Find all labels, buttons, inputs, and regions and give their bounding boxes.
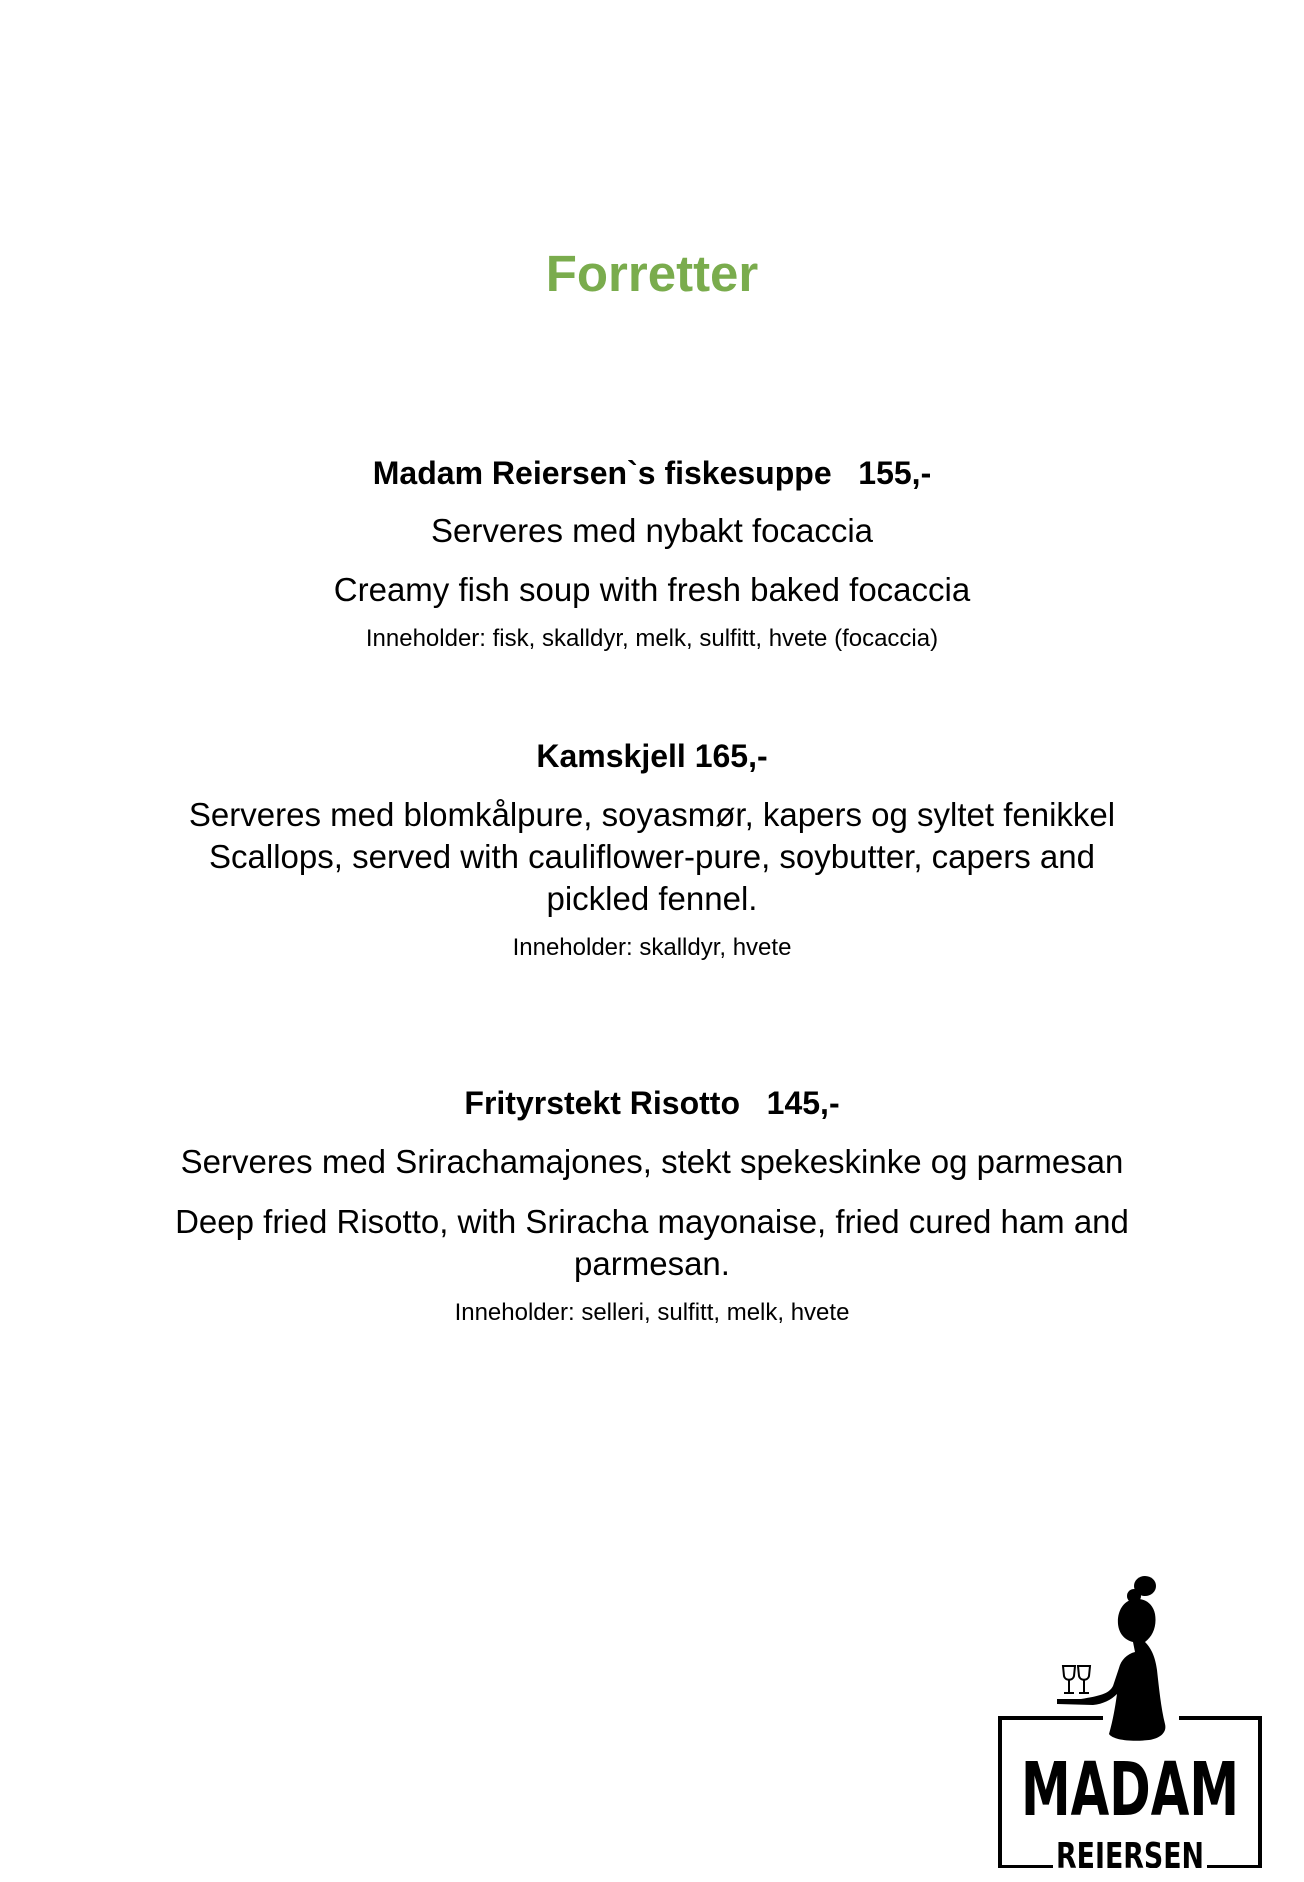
item-description-no: Serveres med blomkålpure, soyasmør, kapers og syltet fenikkel xyxy=(188,796,1116,833)
wine-glass-icon xyxy=(1078,1666,1090,1693)
menu-item-kamskjell xyxy=(170,736,1134,964)
menu-item-risotto xyxy=(170,1083,1134,1329)
item-heading xyxy=(170,1083,1134,1123)
item-description-en: Creamy fish soup with fresh baked focaccia xyxy=(333,571,971,608)
logo-text-reiersen: REIERSEN xyxy=(1056,1836,1204,1868)
item-allergens: Inneholder: skalldyr, hvete xyxy=(512,934,792,961)
item-price: 145,- xyxy=(766,1085,840,1121)
item-allergens: Inneholder: fisk, skalldyr, melk, sulfitt, hvete (focaccia) xyxy=(365,625,939,652)
logo-text-madam: MADAM xyxy=(1021,1747,1239,1833)
item-heading xyxy=(170,453,1134,493)
item-description-no: Serveres med Srirachamajones, stekt spekeskinke og parmesan xyxy=(180,1143,1124,1180)
item-price: 165,- xyxy=(694,738,768,774)
item-allergens: Inneholder: selleri, sulfitt, melk, hvete xyxy=(454,1299,850,1326)
item-heading xyxy=(170,736,1134,776)
item-price: 155,- xyxy=(858,455,932,491)
item-name: Madam Reiersen`s fiskesuppe xyxy=(372,455,832,491)
item-description-en: Deep fried Risotto, with Sriracha mayonaise, fried cured ham and parmesan. xyxy=(175,1203,1129,1282)
item-name: Kamskjell xyxy=(536,738,686,774)
item-name: Frityrstekt Risotto xyxy=(464,1085,740,1121)
restaurant-logo xyxy=(995,1568,1265,1868)
menu-item-fiskesuppe xyxy=(170,453,1134,655)
item-description-no: Serveres med nybakt focaccia xyxy=(430,512,874,549)
page-title: Forretter xyxy=(545,245,759,302)
wine-glass-icon xyxy=(1063,1666,1075,1693)
item-description-en: Scallops, served with cauliflower-pure, soybutter, capers and pickled fennel. xyxy=(209,838,1095,917)
